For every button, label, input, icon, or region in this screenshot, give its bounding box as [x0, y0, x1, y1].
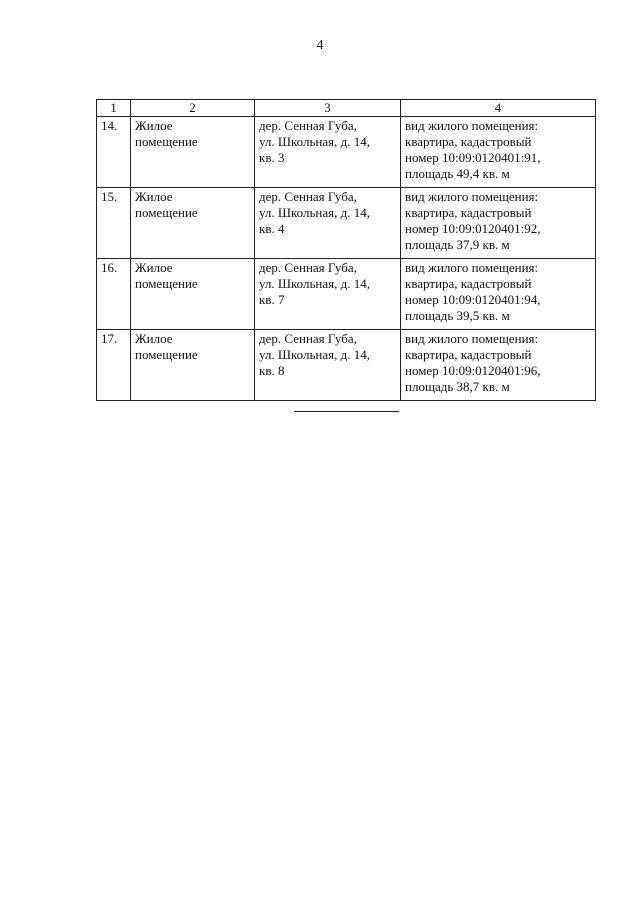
- row-number-text: 16.: [101, 260, 118, 275]
- name-line: Жилое: [135, 118, 173, 133]
- description-line: вид жилого помещения:: [405, 118, 539, 133]
- description-line: квартира, кадастровый: [405, 276, 532, 291]
- name-line: помещение: [135, 347, 198, 362]
- row-number-text: 14.: [101, 118, 118, 133]
- property-name: [131, 188, 255, 259]
- property-name: [131, 330, 255, 401]
- description-line: площадь 37,9 кв. м: [405, 237, 510, 252]
- description-line: вид жилого помещения:: [405, 331, 539, 346]
- name-line: Жилое: [135, 331, 173, 346]
- header-col-3: 3: [255, 100, 401, 117]
- row-number-text: 17.: [101, 331, 118, 346]
- address-line: ул. Школьная, д. 14,: [259, 276, 371, 291]
- address-line: кв. 7: [259, 292, 285, 307]
- property-address: [255, 117, 401, 188]
- address-line: ул. Школьная, д. 14,: [259, 205, 371, 220]
- address-line: ул. Школьная, д. 14,: [259, 134, 371, 149]
- table-row: [97, 188, 596, 259]
- table-row: [97, 330, 596, 401]
- end-of-document-rule: [294, 411, 399, 412]
- header-col-4: 4: [401, 100, 596, 117]
- table-header: [97, 100, 596, 117]
- table-row: [97, 259, 596, 330]
- row-number: [97, 259, 131, 330]
- row-number: [97, 188, 131, 259]
- header-col-2: 2: [131, 100, 255, 117]
- property-address: [255, 188, 401, 259]
- name-line: помещение: [135, 205, 198, 220]
- row-number-text: 15.: [101, 189, 118, 204]
- description-line: номер 10:09:0120401:96,: [405, 363, 541, 378]
- description-line: вид жилого помещения:: [405, 260, 539, 275]
- row-number: [97, 330, 131, 401]
- property-description: [401, 259, 596, 330]
- address-line: кв. 4: [259, 221, 285, 236]
- property-table: [96, 99, 596, 401]
- property-name: [131, 259, 255, 330]
- property-address: [255, 330, 401, 401]
- description-line: квартира, кадастровый: [405, 347, 532, 362]
- table-body: [97, 117, 596, 401]
- description-line: площадь 38,7 кв. м: [405, 379, 510, 394]
- name-line: Жилое: [135, 260, 173, 275]
- table-row: [97, 117, 596, 188]
- address-line: кв. 3: [259, 150, 285, 165]
- description-line: квартира, кадастровый: [405, 134, 532, 149]
- description-line: площадь 39,5 кв. м: [405, 308, 510, 323]
- property-description: [401, 188, 596, 259]
- description-line: вид жилого помещения:: [405, 189, 539, 204]
- address-line: дер. Сенная Губа,: [259, 260, 357, 275]
- description-line: квартира, кадастровый: [405, 205, 532, 220]
- property-name: [131, 117, 255, 188]
- name-line: помещение: [135, 276, 198, 291]
- address-line: кв. 8: [259, 363, 285, 378]
- description-line: площадь 49,4 кв. м: [405, 166, 510, 181]
- address-line: дер. Сенная Губа,: [259, 118, 357, 133]
- property-description: [401, 117, 596, 188]
- description-line: номер 10:09:0120401:91,: [405, 150, 541, 165]
- name-line: Жилое: [135, 189, 173, 204]
- property-description: [401, 330, 596, 401]
- header-col-1: 1: [97, 100, 131, 117]
- row-number: [97, 117, 131, 188]
- property-address: [255, 259, 401, 330]
- name-line: помещение: [135, 134, 198, 149]
- description-line: номер 10:09:0120401:94,: [405, 292, 541, 307]
- address-line: дер. Сенная Губа,: [259, 331, 357, 346]
- description-line: номер 10:09:0120401:92,: [405, 221, 541, 236]
- page-number: 4: [316, 38, 324, 53]
- address-line: ул. Школьная, д. 14,: [259, 347, 371, 362]
- header-row: [97, 100, 596, 117]
- address-line: дер. Сенная Губа,: [259, 189, 357, 204]
